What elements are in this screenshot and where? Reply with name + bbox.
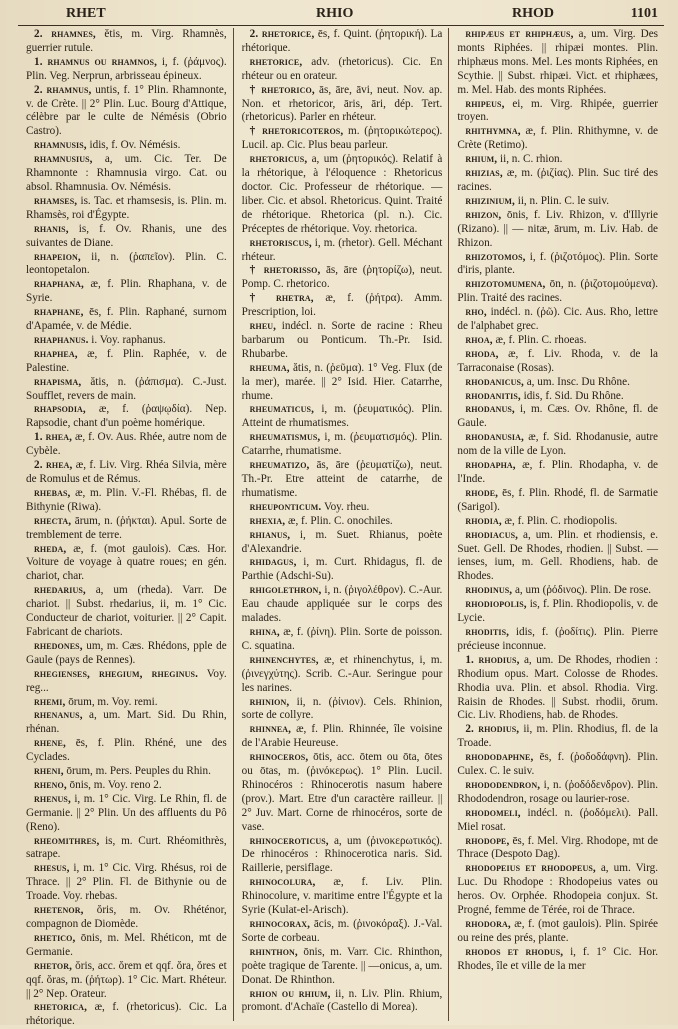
entry-headword: rhapsodia, [34, 403, 86, 416]
entry-headword: rhidagus, [249, 556, 297, 569]
dictionary-entry [26, 696, 227, 710]
entry-headword: rhodopeius et rhodopeus, [465, 862, 596, 875]
dictionary-entry [26, 960, 227, 1002]
dictionary-entry [26, 348, 227, 376]
entry-definition: ēs, f. Plin. Rhodé, fl. de Sarmatie (Sarigol). [457, 486, 659, 513]
entry-headword: rhodiopolis, [465, 598, 527, 611]
dictionary-entry [457, 598, 658, 626]
dictionary-entry [242, 501, 443, 515]
entry-headword: rhemi, [34, 695, 66, 708]
entry-definition: æ, f. Plin. Rhodapha, v. de l'Inde. [457, 459, 659, 485]
entry-headword: rhedarius, [34, 584, 86, 597]
entry-definition: a, um. Insc. Du Rhône. [526, 375, 630, 388]
entry-headword: rhene, [34, 737, 66, 750]
dictionary-entry [26, 403, 227, 431]
dictionary-entry [242, 876, 443, 918]
dictionary-entry [242, 515, 443, 529]
entry-definition: æ, f. Liv. Virg. Rhéa Silvia, mère de Romulus et de Rémus. [26, 459, 227, 485]
dictionary-entry [457, 835, 658, 863]
entry-headword: rhium, [465, 153, 498, 166]
entry-headword: rhaphea, [34, 347, 78, 360]
entry-headword: rhododaphne, [465, 751, 534, 764]
entry-definition: æ, f. Sid. Rhodanusie, autre nom de la ville de Lyon. [457, 431, 659, 458]
dictionary-entry [242, 237, 443, 265]
dictionary-entry [242, 403, 443, 431]
entry-definition: æ, f. Ov. Aus. Rhée, autre nom de Cybèle. [26, 431, 227, 458]
entry-headword: rhetorica, [34, 1001, 87, 1014]
entry-headword: rhizias, [465, 167, 503, 180]
entry-definition: indécl. n. (ῥοδόμελι). Pall. Miel rosat. [457, 806, 659, 833]
header-rule [18, 25, 664, 26]
entry-definition: ătis, n. (ῥάπισμα). C.-Just. Soufflet, revers de main. [26, 375, 227, 402]
dictionary-entry [457, 946, 658, 974]
entry-definition: æ, f. Plin. Rhaphana, v. de Syrie. [26, 278, 227, 305]
dictionary-entry [457, 376, 658, 390]
entry-headword: rhinoceroticus, [249, 834, 329, 847]
entry-definition: i, f. (ῥάμνος). Plin. Veg. Nerprun, arbrisseau épineux. [26, 55, 227, 82]
entry-definition: æ, f. (rhetoricus). Cic. La rhétorique. [26, 1001, 227, 1028]
dictionary-entry [457, 529, 658, 585]
entry-headword: rhesus, [34, 862, 70, 875]
entry-headword: rhion ou rhium, [249, 987, 331, 1000]
dictionary-entry [242, 751, 443, 834]
entry-definition: ōrum, m. Voy. remi. [68, 695, 158, 708]
entry-definition: æ, m. Plin. V.-Fl. Rhébas, fl. de Bithynie (Riwa). [26, 486, 227, 513]
dictionary-entry [26, 709, 227, 737]
entry-headword: rhaphana, [34, 278, 84, 291]
dictionary-entry [457, 751, 658, 779]
dictionary-entry [26, 487, 227, 515]
dictionary-entry [26, 543, 227, 585]
entry-headword: rhina, [249, 625, 280, 638]
dictionary-entry [26, 376, 227, 404]
dictionary-entry [457, 98, 658, 126]
entry-definition: æ, f. (ῥίνη). Plin. Sorte de poisson. C. squatina. [241, 625, 443, 652]
column-middle [233, 28, 449, 1021]
entry-definition: a, um (rheda). Varr. De chariot. || Subst. rhedarius, ii, m. 1° Cic. Conducteur de chariot, voiturier. || 2° Capit. Fabricant de chariots. [26, 584, 227, 638]
dictionary-entry [242, 84, 443, 126]
dictionary-entry [26, 431, 227, 459]
entry-headword: rhetor, [34, 959, 73, 972]
dictionary-entry [242, 529, 443, 557]
dictionary-entry [242, 556, 443, 584]
dictionary-entry [457, 487, 658, 515]
entry-headword: 2. rhamnus, [34, 83, 92, 96]
dictionary-entry [26, 640, 227, 668]
entry-definition: idis, f. (ῥοδίτις). Plin. Pierre précieuse inconnue. [457, 625, 659, 652]
dictionary-entry [457, 515, 658, 529]
dictionary-entry [26, 84, 227, 140]
entry-headword: rhaphane, [34, 306, 84, 319]
dictionary-entry [26, 28, 227, 56]
dictionary-entry [26, 56, 227, 84]
entry-headword: rhinocorax, [249, 918, 311, 930]
entry-definition: ēs, f. (ῥοδοδάφνη). Plin. Culex. C. le suiv. [457, 751, 659, 778]
entry-definition: i, m. (rhetor). Gell. Méchant rhéteur. [241, 236, 443, 263]
entry-definition: adv. (rhetoricus). Cic. En rhéteur ou en orateur. [241, 55, 443, 82]
dictionary-entry [26, 278, 227, 306]
entry-headword: rhizinium, [465, 194, 515, 207]
entry-definition: ēs, f. Plin. Raphané, surnom d'Apamée, v. de Médie. [26, 306, 227, 333]
entry-definition: ās, āre (ῥητορίζω), neut. Pomp. C. rhetorico. [241, 264, 443, 291]
dictionary-entry [457, 209, 658, 251]
entry-headword: rhoditis, [465, 625, 510, 638]
entry-definition: a, um (ῥητορικός). Relatif à la rhétorique, à l'éloquence : Rhetoricus doctor. Cic. Professeur de rhétorique. — liber. Cic. et absol. Rhetoricus. Quint. Traité de rhétorique. Rhetorica (pl. n.). Cic. Préceptes de rhétorique. Voy. rhetorica. [241, 153, 443, 235]
entry-definition: i, m. Cæs. Ov. Rhône, fl. de Gaule. [457, 403, 659, 430]
entry-definition: um, m. Cæs. Rhédons, pple de Gaule (pays de Rennes). [26, 639, 227, 666]
entry-definition: ēs, f. Mel. Virg. Rhodope, mt de Thrace (Despoto Dag). [457, 834, 659, 861]
entry-headword: † rhetra, [249, 292, 314, 305]
entry-headword: 2. rhea, [34, 459, 73, 472]
dictionary-entry [242, 125, 443, 153]
entry-headword: rhamses, [34, 194, 78, 207]
entry-definition: i, n. (ῥοδόδενδρον). Plin. Rhododendron, rosage ou laurier-rose. [457, 778, 659, 805]
entry-headword: 2. rhamnes, [34, 28, 96, 40]
entry-headword: rhetenor, [34, 904, 84, 917]
entry-definition: æ, f. (mot gaulois). Plin. Spirée ou reine des prés, plante. [457, 918, 659, 944]
entry-headword: rhetorice, [249, 55, 303, 68]
entry-definition: ās, āre (ῥευματίζω), neut. Th.-Pr. Etre atteint de catarrhe, de rhumatisme. [241, 459, 443, 499]
dictionary-entry [242, 56, 443, 84]
dictionary-entry [26, 515, 227, 543]
entry-definition: æ, f. (mot gaulois). Cæs. Hor. Voiture de voyage à quatre roues; en gén. chariot, char. [26, 542, 227, 583]
entry-definition: ōnis, m. Voy. reno 2. [69, 778, 162, 791]
entry-definition: untis, f. 1° Plin. Rhamnonte, v. de Crète. || 2° Plin. Luc. Bourg d'Attique, célèbre par le culte de Némésis (Obrio Castro). [26, 83, 227, 138]
entry-definition: ătis, n. (ῥεῦμα). 1° Veg. Flux (de la mer), marée. || 2° Isid. Hier. Catarrhe, rhume. [241, 361, 443, 402]
dictionary-entry [26, 793, 227, 835]
entry-definition: ōn, n. (ῥιζοτομούμενα). Plin. Traité des racines. [457, 278, 659, 305]
dictionary-entry [242, 918, 443, 946]
page-number: 1101 [630, 6, 658, 21]
entry-definition: i, f. 1° Cic. Hor. Rhodes, île et ville de la mer [457, 945, 659, 972]
entry-definition: i. Voy. raphanus. [91, 333, 166, 346]
entry-definition: ŏris, acc. ŏrem et qqf. ŏra, ŏres et qqf. ŏras, m. (ῥήτωρ). 1° Cic. Mart. Rhéteur. || 2° Nep. Orateur. [26, 959, 227, 1000]
entry-definition: ii, n. Liv. Plin. Rhium, promont. d'Achaïe (Castello di Morea). [241, 987, 443, 1014]
dictionary-entry [242, 988, 443, 1016]
entry-headword: rhexia, [249, 514, 286, 527]
entry-headword: 1. rhodius, [465, 653, 520, 666]
entry-headword: rheda, [34, 542, 67, 555]
entry-headword: rheni, [34, 765, 64, 778]
dictionary-entry [457, 403, 658, 431]
entry-definition: æ, m. (ῥιζίας). Plin. Suc tiré des racines. [457, 167, 659, 193]
dictionary-entry [242, 153, 443, 236]
entry-definition: a, um. Virg. Luc. Du Rhodope : Rhodopeius vates ou heros. Ov. Orphée. Rhodopeia conjux. St. Progné, femme de Térée, roi de Thrace. [457, 862, 659, 917]
entry-definition: i, f. (ῥιζοτόμος). Plin. Sorte d'iris, plante. [457, 250, 659, 277]
entry-definition: indécl. n. (ῥῶ). Cic. Aus. Rho, lettre de l'alphabet grec. [457, 306, 659, 333]
entry-headword: rhododendron, [465, 778, 541, 791]
dictionary-entry [457, 431, 658, 459]
entry-definition: ii, n. Plin. C. le suiv. [517, 194, 609, 207]
entry-definition: a, um (ῥινοκερωτικός). De rhinocéros : Rhinocerotica naris. Sid. Raillerie, persiflage. [241, 834, 443, 875]
entry-definition: ōnis, f. Liv. Rhizon, v. d'Illyrie (Rizano). || — nitæ, ārum, m. Liv. Hab. de Rhizon. [457, 208, 659, 249]
entry-headword: rheu, [249, 320, 277, 333]
entry-headword: rhodos et rhodus, [465, 945, 564, 958]
entry-headword: rheumaticus, [249, 403, 314, 416]
entry-headword: rhipeus, [465, 97, 505, 110]
dictionary-entry [457, 167, 658, 195]
dictionary-entry [26, 459, 227, 487]
dictionary-entry [242, 320, 443, 362]
entry-headword: 2. rhodius, [465, 723, 520, 736]
dictionary-entry [26, 737, 227, 765]
entry-definition: i, m. 1° Cic. Virg. Le Rhin, fl. de Germanie. || 2° Plin. Un des affluents du Pô (Reno). [26, 792, 227, 833]
entry-headword: rheuponticum. [249, 500, 322, 513]
header-right-guideword: RHOD [512, 6, 554, 21]
entry-definition: ārum, n. (ῥήκται). Apul. Sorte de tremblement de terre. [26, 514, 227, 541]
dictionary-entry [26, 932, 227, 960]
entry-headword: rho, [465, 306, 487, 319]
running-header [26, 4, 660, 26]
dictionary-entry [242, 584, 443, 626]
dictionary-entry [26, 334, 227, 348]
entry-headword: rhodanus, [465, 403, 515, 416]
entry-definition: is. Tac. et rhamsesis, is. Plin. m. Rhamsès, roi d'Égypte. [26, 194, 227, 221]
dictionary-entry [26, 765, 227, 779]
dictionary-entry [242, 431, 443, 459]
entry-definition: Voy. rheu. [323, 500, 370, 513]
entry-headword: rhodope, [465, 834, 510, 847]
entry-headword: rheumatismus, [249, 431, 321, 444]
dictionary-entry [26, 223, 227, 251]
dictionary-entry [457, 390, 658, 404]
dictionary-entry [26, 779, 227, 793]
entry-definition: idis, f. Ov. Némésis. [89, 139, 181, 152]
entry-headword: rhodanusia, [465, 431, 524, 444]
dictionary-entry [457, 918, 658, 946]
entry-definition: ācis, m. (ῥινοκόραξ). J.-Val. Sorte de corbeau. [241, 918, 443, 944]
entry-definition: idis, f. Sid. Du Rhône. [523, 389, 624, 402]
entry-headword: rhamnusius, [34, 153, 93, 166]
dictionary-entry [457, 278, 658, 306]
entry-headword: rhapisma, [34, 375, 82, 388]
entry-headword: rhinenchytes, [249, 653, 319, 666]
dictionary-entry [242, 654, 443, 696]
entry-headword: rhetoriscus, [249, 236, 312, 249]
entry-headword: rhizotomumena, [465, 278, 546, 291]
dictionary-entry [26, 153, 227, 195]
dictionary-entry [457, 153, 658, 167]
dictionary-entry [242, 696, 443, 724]
entry-definition: a, um. Mart. Sid. Du Rhin, rhénan. [26, 709, 227, 736]
columns [18, 28, 664, 1028]
dictionary-entry [457, 195, 658, 209]
entry-headword: † rhetoricoteros, [249, 125, 344, 138]
entry-definition: Voy. reg... [26, 667, 227, 694]
header-left-guideword: RHET [66, 6, 106, 21]
dictionary-entry [457, 807, 658, 835]
entry-definition: ŏris, m. Ov. Rhéténor, compagnon de Diomède. [26, 904, 227, 930]
entry-definition: ōtis, acc. ōtem ou ōta, ōtes ou ōtas, m. (ῥινόκερως). 1° Plin. Lucil. Rhinocéros : Rhinocerotis nasum habere (prov.). Mart. Etre d'un caractère railleur. || 2° Juv. Mart. Corne de rhinocéros, sorte de vase. [241, 751, 443, 833]
entry-definition: æ, f. Liv. Plin. Rhinocolure, v. maritime entre l'Égypte et la Syrie (Kulat-el-Arisch). [241, 876, 443, 917]
entry-definition: i, m. Curt. Rhidagus, fl. de Parthie (Adschi-Su). [241, 556, 443, 583]
entry-headword: rhaphanus. [34, 333, 89, 346]
dictionary-entry [457, 862, 658, 918]
dictionary-entry [457, 334, 658, 348]
entry-definition: is, f. Plin. Rhodiopolis, v. de Lycie. [457, 598, 659, 625]
dictionary-entry [26, 1001, 227, 1029]
entry-definition: a, um. Virg. Des monts Riphées. || rhipæi montes. Plin. rhiphæus mons. Mel. Les monts Riphées, en Scythie. || Subst. rhipæi. Vict. et rhiphæes, m. Mel. Hab. des monts Riphées. [457, 28, 659, 96]
entry-definition: æ, et rhinenchytus, i, m. (ῥινεγχύτης). Scrib. C.-Aur. Seringue pour les narines. [241, 653, 443, 694]
entry-headword: rhodinus, [465, 584, 513, 597]
entry-headword: rhodanicus, [465, 375, 524, 388]
dictionary-entry [457, 251, 658, 279]
dictionary-entry [242, 264, 443, 292]
entry-headword: rheomithres, [34, 834, 100, 847]
entry-headword: rhetoricus, [249, 153, 308, 166]
entry-definition: a, um (ῥόδινος). Plin. De rose. [514, 584, 652, 597]
dictionary-entry [457, 584, 658, 598]
header-center-guideword: RHIO [316, 6, 354, 21]
entry-definition: is, m. Curt. Rhéomithrès, satrape. [26, 834, 227, 861]
dictionary-entry [457, 28, 658, 98]
dictionary-entry [26, 251, 227, 279]
entry-definition: æ, f. Plin. Rhinnée, île voisine de l'Arabie Heureuse. [241, 723, 443, 750]
entry-headword: rhinthon, [249, 945, 298, 958]
entry-definition: ii, m. Plin. Rhodius, fl. de la Troade. [457, 723, 659, 750]
dictionary-entry [457, 459, 658, 487]
entry-definition: ōrum, m. Pers. Peuples du Rhin. [66, 765, 211, 778]
entry-definition: ii, n. (ῥίνιον). Cels. Rhinion, sorte de collyre. [241, 695, 443, 722]
dictionary-entry [26, 668, 227, 696]
entry-definition: ōnis, m. Mel. Rhéticon, mt de Germanie. [26, 931, 227, 958]
entry-definition: ēs, f. Plin. Rhéné, une des Cyclades. [26, 737, 227, 764]
entry-headword: 1. rhea, [34, 431, 73, 444]
column-right [448, 28, 664, 1021]
dictionary-entry [457, 779, 658, 807]
entry-definition: ēs, f. Quint. (ῥητορική). La rhétorique. [241, 28, 443, 54]
dictionary-entry [242, 946, 443, 988]
dictionary-entry [242, 835, 443, 877]
dictionary-entry [457, 306, 658, 334]
entry-headword: rhianus, [249, 528, 291, 541]
entry-definition: a, um. De Rhodes, rhodien : Rhodium opus. Mart. Colosse de Rhodes. Rhodia uva. Plin. et absol. Rhodia. Virg. Raisin de Rhodes. || Subst. rhodii, ōrum. Cic. Liv. Rhodiens, hab. de Rhodes. [457, 653, 659, 722]
entry-definition: a, um. Plin. et rhodiensis, e. Suet. Gell. De Rhodes, rhodien. || Subst. — ienses, ium, m. Gell. Rhodiens, hab. de Rhodes. [457, 528, 659, 583]
dictionary-entry [242, 28, 443, 56]
entry-headword: rhodapha, [465, 459, 516, 472]
entry-definition: æ, f. (ῥήτρα). Amm. Prescription, loi. [241, 292, 443, 319]
entry-headword: rhoda, [465, 347, 499, 360]
entry-definition: indécl. n. Sorte de racine : Rheu barbarum ou Ponticum. Th.-Pr. Isid. Rhubarbe. [241, 320, 443, 360]
entry-headword: rhipæus et rhiphæus, [465, 28, 574, 40]
entry-headword: rhecta, [34, 514, 72, 527]
entry-headword: rhegienses, rhegium, rheginus. [34, 667, 198, 680]
entry-headword: † rhetorisso, [249, 264, 321, 277]
entry-definition: æ, f. Plin. C. rhoeas. [495, 333, 587, 346]
entry-definition: ās, āre, āvi, neut. Nov. ap. Non. et rhetoricor, āris, āri, dép. Tert. (rhetoricus). Parler en rhéteur. [241, 83, 443, 124]
entry-definition: æ, f. Plin. Rhithymne, v. de Crète (Retimo). [457, 125, 659, 152]
entry-headword: rhanis, [34, 222, 69, 235]
entry-definition: æ, f. Plin. Raphée, v. de Palestine. [26, 347, 227, 374]
entry-headword: rhigolethron, [249, 584, 322, 597]
entry-definition: ii, n. C. rhion. [499, 153, 563, 166]
dictionary-entry [26, 584, 227, 640]
entry-headword: rhizon, [465, 208, 502, 221]
entry-headword: rhedones, [34, 639, 83, 652]
entry-headword: rhenanus, [34, 709, 83, 722]
entry-headword: rheno, [34, 778, 67, 791]
entry-headword: rhodomeli, [465, 806, 521, 819]
entry-headword: rhodanitis, [465, 389, 521, 402]
entry-definition: æ, f. Plin. C. rhodiopolis. [504, 514, 618, 527]
entry-headword: † rhetorico, [249, 83, 315, 96]
dictionary-entry [457, 348, 658, 376]
entry-headword: rhinocolura, [249, 876, 316, 889]
entry-headword: rheumatizo, [249, 459, 310, 472]
entry-headword: rheuma, [249, 361, 290, 374]
dictionary-entry [457, 125, 658, 153]
entry-headword: rhoa, [465, 333, 493, 346]
entry-headword: rhizotomos, [465, 250, 526, 263]
entry-definition: a, um. Cic. Ter. De Rhamnonte : Rhamnusia virgo. Cat. ou absol. Rhamnusia. Ov. Némésis. [26, 153, 227, 193]
entry-definition: i, m. (ῥευματικός). Plin. Atteint de rhumatismes. [241, 403, 443, 430]
dictionary-entry [26, 306, 227, 334]
entry-headword: rhinnea, [249, 723, 292, 736]
entry-definition: is, f. Ov. Rhanis, une des suivantes de Diane. [26, 222, 227, 249]
dictionary-entry [26, 835, 227, 863]
entry-definition: æ, f. (ῥαψῳδία). Nep. Rapsodie, chant d'un poème homérique. [26, 403, 227, 430]
dictionary-entry [242, 459, 443, 501]
dictionary-entry [457, 654, 658, 724]
dictionary-entry [457, 723, 658, 751]
dictionary-entry [242, 292, 443, 320]
dictionary-entry [26, 904, 227, 932]
entry-headword: rhetico, [34, 931, 76, 944]
entry-headword: rhodora, [465, 918, 511, 930]
entry-definition: ĕtis, m. Virg. Rhamnès, guerrier rutule. [26, 28, 227, 54]
entry-definition: i, m. 1° Cic. Virg. Rhésus, roi de Thrace. || 2° Plin. Fl. de Bithynie ou de Troade. Voy. rhebas. [26, 862, 227, 903]
entry-headword: rhebas, [34, 486, 71, 499]
column-left [18, 28, 233, 1028]
entry-definition: æ, f. Plin. C. onochiles. [287, 514, 393, 527]
entry-headword: 1. rhamnus ou rhamnos, [34, 55, 157, 68]
dictionary-entry [242, 626, 443, 654]
entry-headword: rhamnusis, [34, 139, 87, 152]
entry-definition: ii, n. (ῥαπεῖον). Plin. C. leontopetalon. [26, 250, 227, 277]
entry-definition: m. (ῥητορικώτερος). Lucil. ap. Cic. Plus beau parleur. [241, 125, 443, 152]
dictionary-entry [26, 862, 227, 904]
entry-definition: ei, m. Virg. Rhipée, guerrier troyen. [457, 97, 659, 124]
entry-definition: ōnis, m. Varr. Cic. Rhinthon, poète tragique de Tarente. || —onicus, a, um. Donat. De Rhinthon. [241, 945, 443, 986]
entry-definition: i, m. (ῥευματισμός). Plin. Catarrhe, rhumatisme. [241, 431, 443, 458]
entry-definition: i, n. (ῥιγολέθρον). C.-Aur. Eau chaude appliquée sur le corps des malades. [241, 584, 443, 625]
entry-headword: rhinoceros, [249, 751, 309, 764]
entry-headword: rhinion, [249, 695, 290, 708]
dictionary-entry [242, 362, 443, 404]
entry-headword: rhenus, [34, 792, 71, 805]
dictionary-entry [26, 195, 227, 223]
dictionary-entry [457, 626, 658, 654]
entry-definition: i, m. Suet. Rhianus, poète d'Alexandrie. [241, 528, 443, 555]
entry-headword: rhode, [465, 486, 499, 499]
entry-headword: rhithymna, [465, 125, 521, 138]
entry-definition: æ, f. Liv. Rhoda, v. de la Tarraconaise (Rosas). [457, 347, 659, 374]
dictionary-entry [26, 139, 227, 153]
dictionary-entry [242, 723, 443, 751]
entry-headword: 2. rhetorice, [249, 28, 315, 40]
entry-headword: rhodiacus, [465, 528, 519, 541]
entry-headword: rhapeion, [34, 250, 81, 263]
entry-headword: rhodia, [465, 514, 502, 527]
